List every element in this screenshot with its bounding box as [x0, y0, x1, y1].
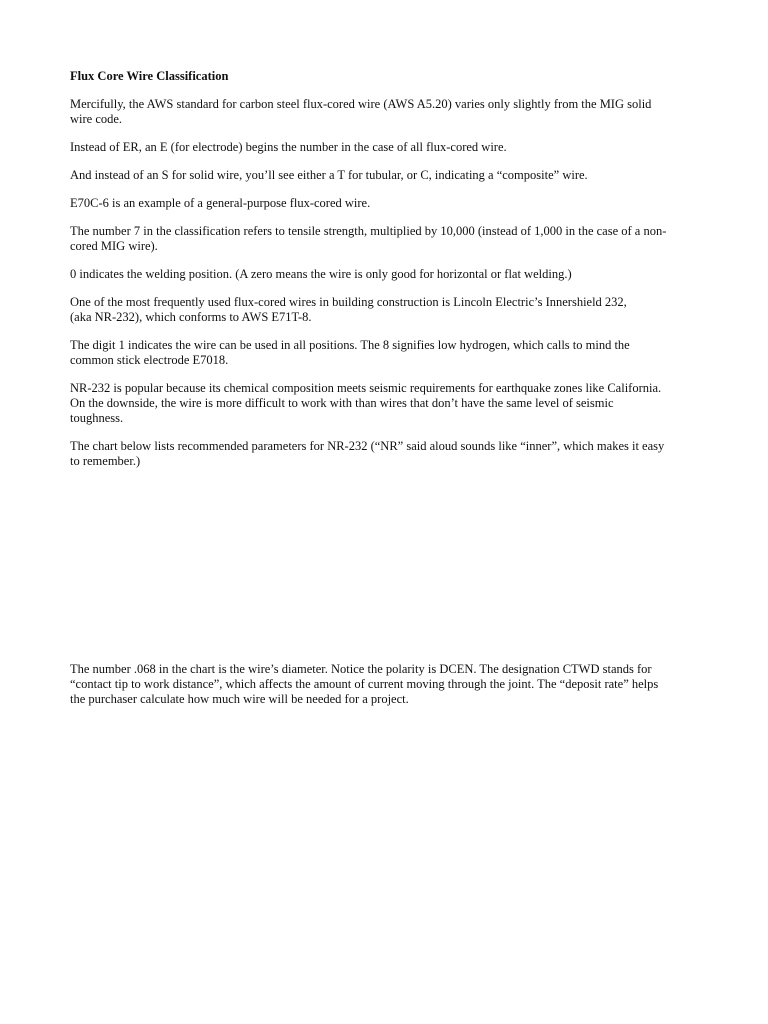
chart-placeholder	[70, 482, 700, 662]
paragraph: One of the most frequently used flux-cored wires in building construction is Lincoln Electric’s Innershield 232, (aka NR-232), which conforms to AWS E71T-8.	[70, 295, 627, 324]
paragraph: E70C-6 is an example of a general-purpose flux-cored wire.	[70, 196, 371, 210]
paragraph: And instead of an S for solid wire, you’ll see either a T for tubular, or C, indicating a “composite” wire.	[70, 168, 588, 182]
paragraph: The chart below lists recommended parameters for NR-232 (“NR” said aloud sounds like “inner”, which makes it easy to remember.)	[70, 439, 665, 468]
document-page	[70, 69, 700, 720]
paragraph: The digit 1 indicates the wire can be used in all positions. The 8 signifies low hydrogen, which calls to mind the common stick electrode E7018.	[70, 338, 630, 367]
paragraph: 0 indicates the welding position. (A zero means the wire is only good for horizontal or flat welding.)	[70, 267, 572, 281]
paragraph: NR-232 is popular because its chemical composition meets seismic requirements for earthquake zones like California. On the downside, the wire is more difficult to work with than wires that don’t have the same level of seismic toughness.	[70, 381, 662, 425]
paragraph: The number .068 in the chart is the wire’s diameter. Notice the polarity is DCEN. The designation CTWD stands for “contact tip to work distance”, which affects the amount of current moving through the joint. The “deposit rate” helps the purchaser calculate how much wire will be needed for a project.	[70, 662, 659, 706]
paragraph: Instead of ER, an E (for electrode) begins the number in the case of all flux-cored wire.	[70, 140, 507, 154]
paragraph: Mercifully, the AWS standard for carbon steel flux-cored wire (AWS A5.20) varies only slightly from the MIG solid wire code.	[70, 97, 652, 126]
paragraph: The number 7 in the classification refers to tensile strength, multiplied by 10,000 (instead of 1,000 in the case of a non- cored MIG wire).	[70, 224, 667, 253]
document-title: Flux Core Wire Classification	[70, 69, 229, 83]
